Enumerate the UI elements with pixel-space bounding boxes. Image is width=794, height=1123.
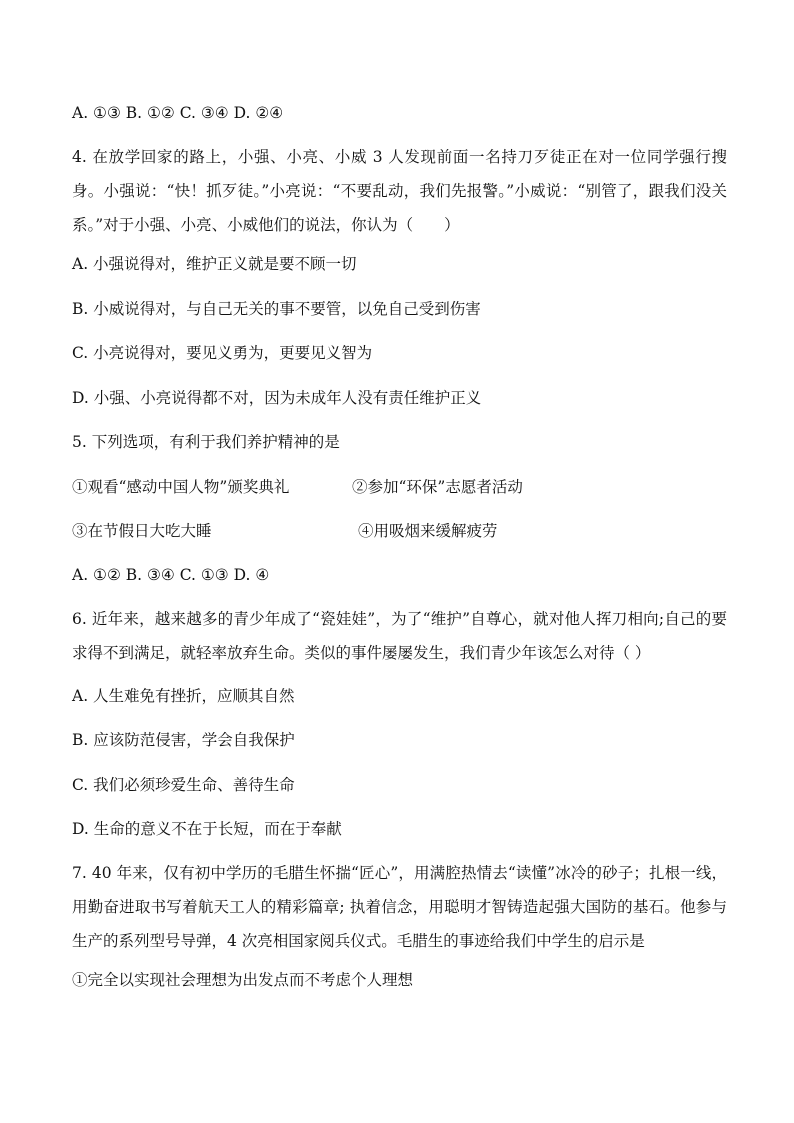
q6-stem: 6. 近年来，越来越多的青少年成了“瓷娃娃”，为了“维护”自尊心，就对他人挥刀相向;自己的要求得不到满足，就轻率放弃生命。类似的事件屡屡发生，我们青少年该怎么对待（ ） xyxy=(72,610,727,662)
q4-option-c: C. 小亮说得对，要见义勇为，更要见义智为 xyxy=(72,344,373,362)
q5-stem: 5. 下列选项，有利于我们养护精神的是 xyxy=(72,433,340,451)
q5-options: A. ①② B. ③④ C. ①③ D. ④ xyxy=(72,566,270,584)
q4-option-d: D. 小强、小亮说得都不对，因为未成年人没有责任维护正义 xyxy=(72,389,482,407)
q6-option-d: D. 生命的意义不在于长短，而在于奉献 xyxy=(72,820,342,838)
q6-option-b: B. 应该防范侵害，学会自我保护 xyxy=(72,731,295,749)
q5-item-1: ①观看“感动中国人物”颁奖典礼 xyxy=(72,478,290,496)
q4-stem: 4. 在放学回家的路上，小强、小亮、小威 3 人发现前面一名持刀歹徒正在对一位同学强行搜身。小强说：“快！抓歹徒。”小亮说：“不要乱动，我们先报警。”小威说：“别管了，跟我们没关系。”对于小强、小亮、小威他们的说法，你认为（ ） xyxy=(72,148,727,234)
q4-option-b: B. 小威说得对，与自己无关的事不要管，以免自己受到伤害 xyxy=(72,300,481,318)
q7-item-1: ①完全以实现社会理想为出发点而不考虑个人理想 xyxy=(72,971,414,989)
q5-item-3: ③在节假日大吃大睡 xyxy=(72,522,212,540)
q5-item-2: ②参加“环保”志愿者活动 xyxy=(352,478,523,496)
q4-option-a: A. 小强说得对，维护正义就是要不顾一切 xyxy=(72,255,357,273)
q6-option-a: A. 人生难免有挫折，应顺其自然 xyxy=(72,687,295,705)
q6-option-c: C. 我们必须珍爱生命、善待生命 xyxy=(72,776,295,794)
q3-options: A. ①③ B. ①② C. ③④ D. ②④ xyxy=(72,104,284,122)
q5-item-4: ④用吸烟来缓解疲劳 xyxy=(358,522,498,540)
q7-stem: 7. 40 年来，仅有初中学历的毛腊生怀揣“匠心”，用满腔热情去“读懂”冰冷的砂子；扎根一线，用勤奋进取书写着航天工人的精彩篇章; 执着信念，用聪明才智铸造起强大国防的基石。他参与生产的系列型号导弹，4 次亮相国家阅兵仪式。毛腊生的事迹给我们中学生的启示是 xyxy=(72,864,727,950)
